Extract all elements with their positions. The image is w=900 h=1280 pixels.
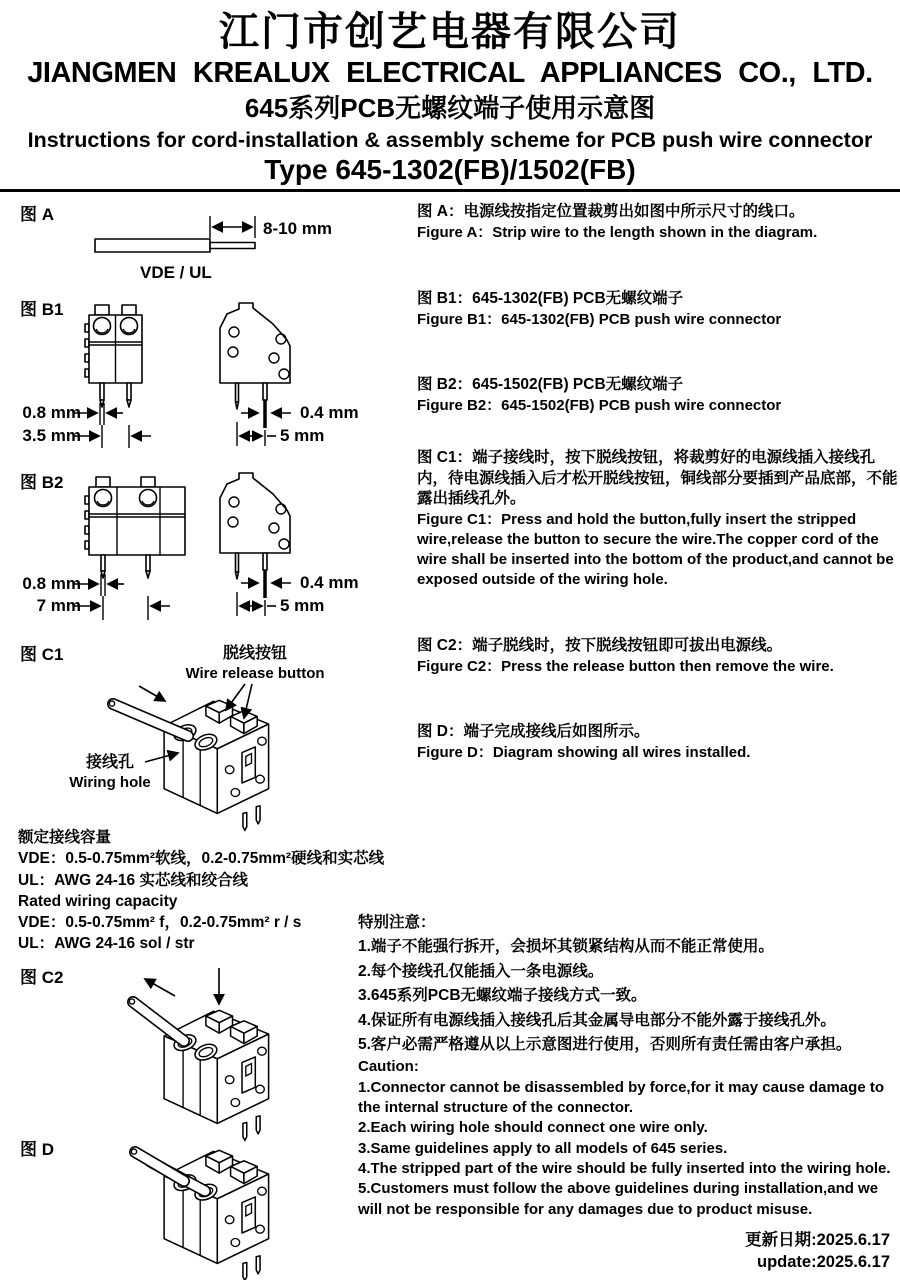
figure-a-diagram [85,208,385,286]
company-name-cn: 江门市创艺电器有限公司 [219,10,681,54]
caution-title-en: Caution: [358,1058,419,1076]
caution-title-cn: 特别注意： [358,914,436,931]
wire [109,701,188,736]
caution-item-cn-2: 2.每个接线孔仅能插入一条电源线。 [358,962,604,980]
rated-ul-cn: UL：AWG 24-16 实芯线和绞合线 [18,871,248,889]
b1-pin-width-dim: 0.8 mm [22,403,81,422]
figure-d-diagram [55,1126,365,1280]
caution-item-en-5: 5.Customers must follow the above guidelines during installation,and we will not be responsible for any damages due to product misuse. [358,1180,879,1218]
b1-side-view [220,303,359,446]
update-date-en: update:2025.6.17 [757,1253,890,1271]
wire-insulation [95,239,210,252]
caution-item-en-3: 3.Same guidelines apply to all models of 645 series. [358,1139,728,1157]
strip-length-dim: 8-10 mm [263,219,332,238]
wire [129,999,184,1041]
figure-c2-label: 图 C2 [20,968,64,987]
caution-item-cn-1: 1.端子不能强行拆开，会损坏其锁紧结构从而不能正常使用。 [358,938,774,956]
caution-item-cn-4: 4.保证所有电源线插入接线孔后其金属导电部分不能外露于接线孔外。 [358,1011,836,1029]
figure-b1-description [417,289,899,330]
figure-c1-desc-cn: 图 C1：端子接线时，按下脱线按钮，将裁剪好的电源线插入接线孔内，待电源线插入后才松开脱线按钮，铜线部分要插到产品底部，不能露出插线孔外。 [417,449,898,507]
b2-side-view [220,473,359,616]
update-date-block [560,1229,890,1273]
caution-item-en-4: 4.The stripped part of the wire should be fully inserted into the wiring hole. [358,1159,891,1177]
release-button-label-cn: 脱线按钮 [222,645,287,662]
figure-b2-desc-en: Figure B2：645-1502(FB) PCB push wire connector [417,396,782,414]
rated-vde-en: VDE：0.5-0.75mm² f，0.2-0.75mm² r / s [18,914,302,932]
wire-conductor [210,243,255,249]
b1-pin-thickness-dim: 0.4 mm [300,403,359,422]
b1-row-pitch-dim: 5 mm [280,426,325,445]
wire-standard-label: VDE / UL [140,263,212,282]
figure-b1-desc-cn: 图 B1：645-1302(FB) PCB无螺纹端子 [417,290,684,307]
b2-pin-pitch-dim: 7 mm [36,596,81,615]
figure-b2-label: 图 B2 [20,473,64,492]
b1-pin-pitch-dim: 3.5 mm [22,426,81,445]
type-line: Type 645-1302(FB)/1502(FB) [264,154,636,185]
b2-front-view [22,477,185,620]
figure-d-label: 图 D [20,1140,54,1159]
rated-capacity-block [18,827,416,955]
figure-d-desc-en: Figure D：Diagram showing all wires installed. [417,743,751,761]
company-name-en: JIANGMEN KREALUX ELECTRICAL APPLIANCES CO., LTD. [27,57,873,89]
update-date-cn: 更新日期:2025.6.17 [745,1231,890,1249]
wiring-hole-label-en: Wiring hole [69,774,151,791]
figure-c1-label: 图 C1 [20,645,64,664]
figure-a-description [417,202,899,243]
figure-b2-description [417,375,899,416]
insert-arrow [139,686,165,701]
figure-b1-diagram [15,296,395,454]
wire-1 [131,1149,184,1181]
figure-c2-desc-cn: 图 C2：端子脱线时，按下脱线按钮即可拔出电源线。 [417,637,783,654]
caution-item-cn-5: 5.客户必需严格遵从以上示意图进行使用，否则所有责任需由客户承担。 [358,1036,852,1054]
caution-item-cn-3: 3.645系列PCB无螺纹端子接线方式一致。 [358,987,647,1005]
figure-a-desc-en: Figure A：Strip wire to the length shown in the diagram. [417,223,818,241]
b2-pin-thickness-dim: 0.4 mm [300,573,359,592]
figure-d-description [417,722,899,763]
figure-b1-desc-en: Figure B1：645-1302(FB) PCB push wire connector [417,310,782,328]
figure-c1-desc-en: Figure C1：Press and hold the button,fully insert the stripped wire,release the button to secure the wire.The copper cord of the wire shall be inserted into the bottom of the product,and cannot be exposed outside of the wiring hole. [417,510,894,589]
figure-b2-diagram [15,464,395,626]
figure-b1-label: 图 B1 [20,300,64,319]
instructions-title-en: Instructions for cord-installation & assembly scheme for PCB push wire connector [27,128,873,152]
release-button-label-en: Wire release button [185,665,325,682]
figure-c1-description [417,448,899,591]
rated-ul-en: UL：AWG 24-16 sol / str [18,935,195,953]
header-divider [0,189,900,192]
b2-row-pitch-dim: 5 mm [280,596,325,615]
b1-front-view [22,305,151,448]
caution-block [358,911,895,1220]
caution-item-en-2: 2.Each wiring hole should connect one wire only. [358,1119,708,1137]
figure-c2-desc-en: Figure C2：Press the release button then remove the wire. [417,657,834,675]
rated-vde-cn: VDE：0.5-0.75mm²软线，0.2-0.75mm²硬线和实芯线 [18,850,385,868]
series-title-cn: 645系列PCB无螺纹端子使用示意图 [244,93,656,123]
rated-title-cn: 额定接线容量 [18,829,112,846]
b2-pin-width-dim: 0.8 mm [22,574,81,593]
figure-d-desc-cn: 图 D：端子完成接线后如图所示。 [417,723,650,740]
figure-b2-desc-cn: 图 B2：645-1502(FB) PCB无螺纹端子 [417,376,684,393]
figure-c1-diagram [55,640,365,840]
figure-a-label: 图 A [20,205,54,224]
remove-arrow [145,979,175,996]
wiring-hole-label-cn: 接线孔 [85,754,134,771]
figure-a-desc-cn: 图 A：电源线按指定位置裁剪出如图中所示尺寸的线口。 [417,203,805,220]
figure-c2-description [417,636,899,677]
release-button-pointer-1 [226,684,245,710]
rated-title-en: Rated wiring capacity [18,892,178,910]
caution-item-en-1: 1.Connector cannot be disassembled by force,for it may cause damage to the internal structure of the connector. [358,1078,884,1117]
